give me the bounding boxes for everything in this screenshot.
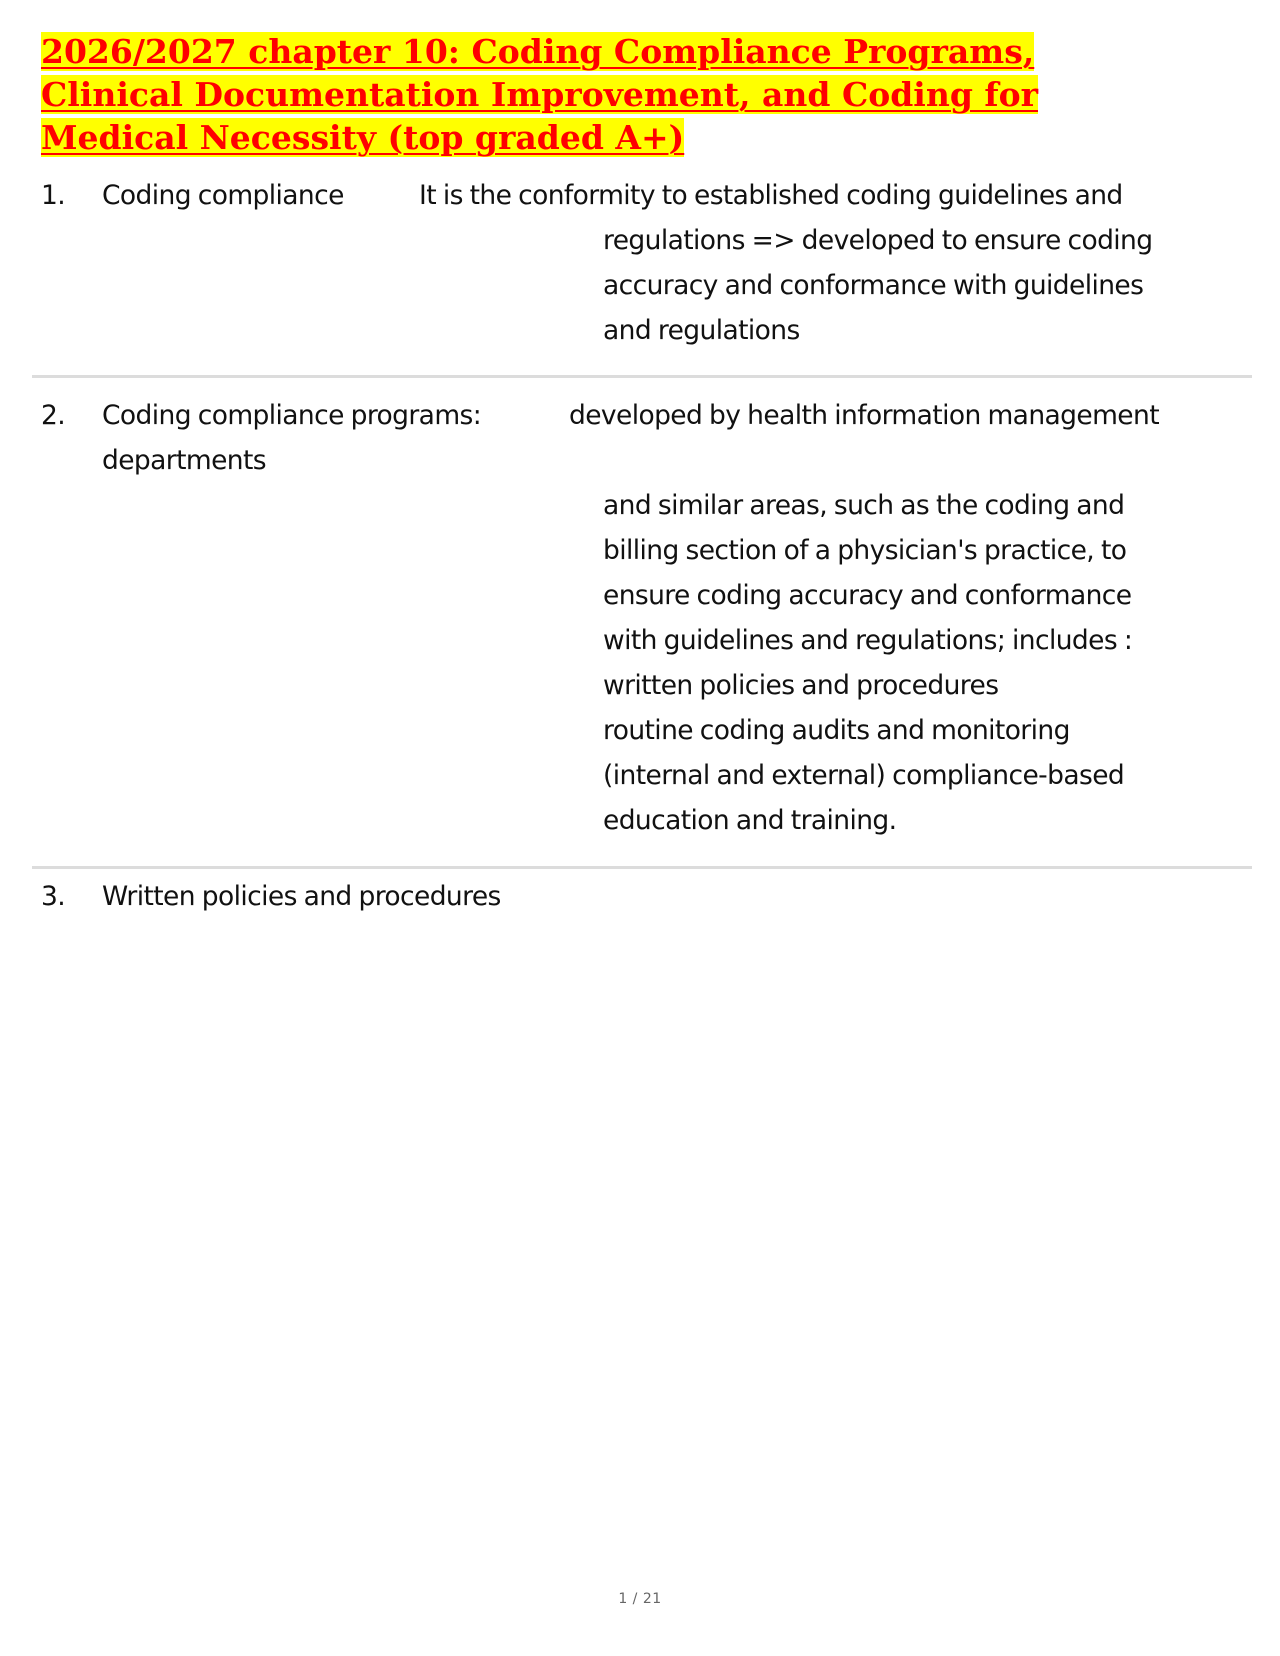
- document-title: 2026/2027 chapter 10: Coding Compliance Programs, Clinical Documentation Improvement, and Coding for Medical Necessity (top graded A+): [41, 32, 1038, 157]
- item-definition-first-line: developed by health information management: [569, 400, 1159, 431]
- item-definition-line: accuracy and conformance with guidelines: [603, 270, 1144, 301]
- flashcard-item-2: [0, 393, 1280, 843]
- item-definition-line: and similar areas, such as the coding and: [603, 490, 1125, 521]
- item-number: 2.: [41, 400, 66, 431]
- item-term: Written policies and procedures: [102, 881, 501, 912]
- item-definition-line: with guidelines and regulations; includes :: [603, 625, 1133, 656]
- item-definition-line: billing section of a physician's practice, to: [603, 535, 1127, 566]
- item-definition-line: written policies and procedures: [603, 670, 999, 701]
- item-term: Coding compliance: [102, 180, 344, 211]
- item-definition-line: ensure coding accuracy and conformance: [603, 580, 1132, 611]
- item-term-continued: departments: [102, 445, 266, 476]
- item-divider: [32, 866, 1252, 869]
- item-definition-line: (internal and external) compliance-based: [603, 760, 1125, 791]
- flashcard-item-3: [0, 874, 1280, 919]
- item-definition-line: education and training.: [603, 805, 897, 836]
- item-term: Coding compliance programs:: [102, 400, 482, 431]
- item-divider: [32, 375, 1252, 378]
- item-definition-line: regulations => developed to ensure coding: [603, 225, 1153, 256]
- item-number: 3.: [41, 881, 66, 912]
- page-indicator: 1 / 21: [618, 1591, 662, 1607]
- flashcard-item-1: [0, 173, 1280, 353]
- item-definition-first-line: It is the conformity to established coding guidelines and: [419, 180, 1123, 211]
- item-definition-line: and regulations: [603, 315, 800, 346]
- item-number: 1.: [41, 180, 66, 211]
- item-definition-line: routine coding audits and monitoring: [603, 715, 1070, 746]
